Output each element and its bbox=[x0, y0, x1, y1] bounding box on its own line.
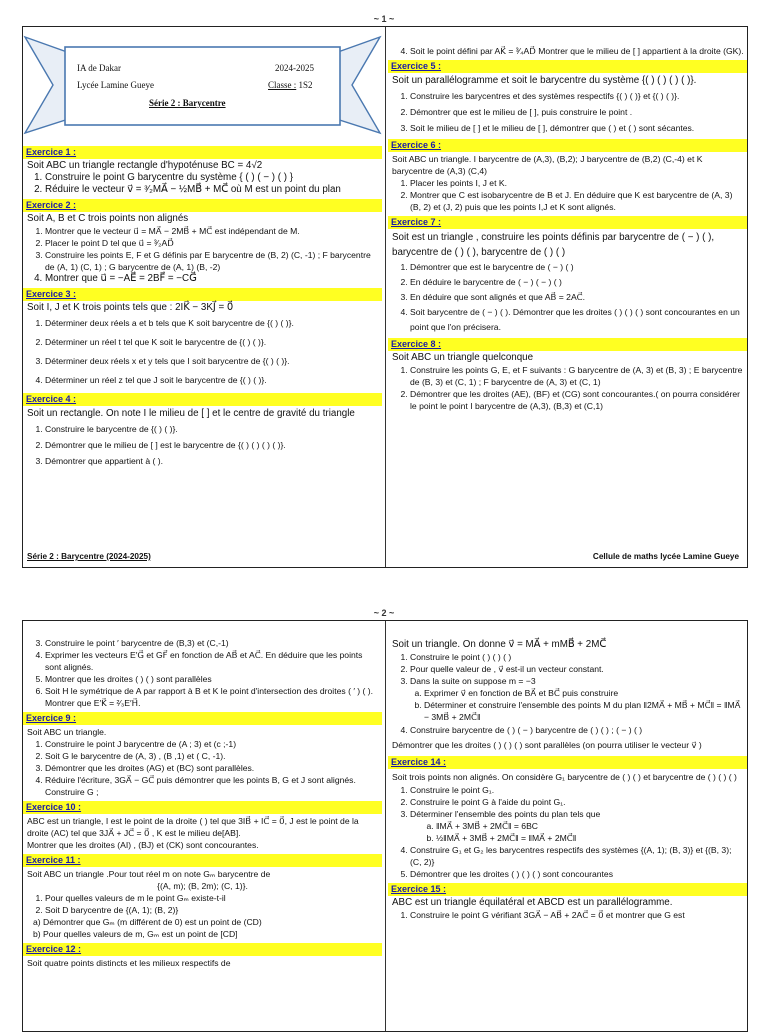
header-ribbon bbox=[23, 35, 382, 143]
exercise-15-intro: ABC est un triangle équilatéral et ABCD est un parallélogramme. bbox=[392, 897, 673, 908]
exercise-9-heading: Exercice 9 : bbox=[23, 712, 382, 725]
list-item: 2. Soit D barycentre de {(A, 1); (B, 2)} bbox=[45, 904, 382, 916]
list-item: 6. Soit H le symétrique de A par rapport à B et K le point d'intersection des droites ( ′ ) ( ). Montrer que E′K⃗ = ²⁄₃E′H⃗. bbox=[45, 685, 382, 709]
sub-item: a. ‖MA⃗ + 3MB⃗ + 2MC⃗‖ = 6BC bbox=[436, 820, 747, 832]
sub-item: b. ½‖MA⃗ + 3MB⃗ + 2MC⃗‖ = ‖MA⃗ + 2MC⃗‖ bbox=[436, 832, 747, 844]
page-number-2: ~ 2 ~ bbox=[373, 608, 395, 618]
class-label: Classe : bbox=[268, 80, 297, 90]
list-item: 5. Démontrer que les droites ( ) ( ) ( ) sont concourantes bbox=[410, 868, 747, 880]
list-item: 3. Dans la suite on suppose m = −3 bbox=[410, 675, 747, 687]
school-name: Lycée Lamine Gueye bbox=[77, 80, 154, 90]
exercise-3-intro: Soit I, J et K trois points tels que : 2IK⃗ − 3KJ⃗ = 0⃗ bbox=[27, 302, 234, 313]
list-item: 2. Réduire le vecteur v⃗ = ³⁄₂MA⃗ − ½MB⃗ + MC⃗ où M est un point du plan bbox=[45, 184, 382, 196]
list-item: 2. Démontrer que le milieu de [ ] est le barycentre de {( ) ( ) ( ) ( )}. bbox=[45, 437, 382, 453]
list-item: 4. Exprimer les vecteurs E′G⃗ et GF⃗ en fonction de AB⃗ et AC⃗. En déduire que les points sont alignés. bbox=[45, 649, 382, 673]
exercise-2-heading: Exercice 2 : bbox=[23, 199, 382, 212]
sub-item: a) Démontrer que Gₘ (m différent de 0) est un point de (CD) bbox=[33, 917, 262, 927]
exercise-8-intro: Soit ABC un triangle quelconque bbox=[392, 352, 534, 363]
exercise-11-intro: Soit ABC un triangle .Pour tout réel m on note Gₘ barycentre de bbox=[27, 869, 271, 879]
list-item: 1. Construire le point G₁. bbox=[410, 784, 747, 796]
exercise-12-intro: Soit quatre points distincts et les milieux respectifs de bbox=[27, 958, 231, 968]
list-item: 1. Déterminer deux réels a et b tels que K soit barycentre de {( ) ( )}. bbox=[45, 314, 382, 333]
page-1-left-column bbox=[23, 27, 382, 567]
list-item: 4. Soit le point défini par AK⃗ = ³⁄₄AD⃗ Montrer que le milieu de [ ] appartient à la droite (GK). bbox=[410, 45, 747, 57]
sub-item: a. Exprimer v⃗ en fonction de BA⃗ et BC⃗ puis construire bbox=[424, 687, 747, 699]
exercise-14-intro: Soit trois points non alignés. On considère G₁ barycentre de ( ) ( ) et barycentre de ( ) ( ) ( ) bbox=[392, 772, 737, 782]
list-item: 3. Déterminer deux réels x et y tels que I soit barycentre de {( ) ( )}. bbox=[45, 352, 382, 371]
page-2-right-column bbox=[388, 621, 747, 1031]
school-year: 2024-2025 bbox=[275, 63, 314, 73]
list-item: 3. Construire les points E, F et G définis par E barycentre de (B, 2) (C, -1) ; F barycentre de (A, 1) (C, 1) ; G barycentre de (A, 1) (B, -2) bbox=[45, 249, 382, 273]
list-item: 3. En déduire que sont alignés et que AB⃗ = 2AC⃗. bbox=[410, 290, 747, 305]
list-item: 2. Démontrer que les droites (AE), (BF) et (CG) sont concourantes.( on pourra considérer le point le point I barycentre de (A,3), (B,3) et (C,1) bbox=[410, 388, 747, 412]
column-divider bbox=[385, 621, 386, 1031]
page-number-1: ~ 1 ~ bbox=[373, 14, 395, 24]
exercise-7-intro: Soit est un triangle , construire les points définis par barycentre de ( − ) ( ), barycentre de ( ) ( ), barycentre de ( ) ( ) bbox=[392, 232, 715, 258]
list-item: 2. Construire le point G à l'aide du point G₁. bbox=[410, 796, 747, 808]
list-item: 4. Réduire l'écriture, 3GA⃗ − GC⃗ puis démontrer que les points B, G et J sont alignés. Construire G ; bbox=[45, 774, 382, 798]
exercise-15-heading: Exercice 15 : bbox=[388, 883, 747, 896]
page-2-left-column bbox=[23, 621, 382, 1031]
list-item: 1. Placer les points I, J et K. bbox=[410, 177, 747, 189]
exercise-3-heading: Exercice 3 : bbox=[23, 288, 382, 301]
list-item: 2. En déduire le barycentre de ( − ) ( − ) ( ) bbox=[410, 275, 747, 290]
column-divider bbox=[385, 27, 386, 567]
list-item: 1. Construire le point J barycentre de (A ; 3) et (c ;-1) bbox=[45, 738, 382, 750]
exercise-5-heading: Exercice 5 : bbox=[388, 60, 747, 73]
exercise-8-heading: Exercice 8 : bbox=[388, 338, 747, 351]
page-1-footer-right: Cellule de maths lycée Lamine Gueye bbox=[592, 552, 739, 561]
list-item: 2. Démontrer que est le milieu de [ ], puis construire le point . bbox=[410, 104, 747, 120]
list-item: 1. Construire les barycentres et des systèmes respectifs {( ) ( )} et {( ) ( )}. bbox=[410, 88, 747, 104]
exercise-2-intro: Soit A, B et C trois points non alignés bbox=[27, 213, 189, 224]
sub-item: b) Pour quelles valeurs de m, Gₘ est un point de [CD] bbox=[33, 929, 238, 939]
page-2 bbox=[22, 620, 748, 1032]
list-item: 1. Pour quelles valeurs de m le point Gₘ existe-t-il bbox=[45, 892, 382, 904]
list-item: 1. Construire le point ( ) ( ) ( ) bbox=[410, 651, 747, 663]
exercise-12-heading: Exercice 12 : bbox=[23, 943, 382, 956]
list-item: 4. Construire G₁ et G₂ les barycentres respectifs des systèmes {(A, 1); (B, 3)} et {(B, 3); (C, 2)} bbox=[410, 844, 747, 868]
list-item: 1. Construire le point G vérifiant 3GA⃗ − AB⃗ + 2AC⃗ = 0⃗ et montrer que G est bbox=[410, 909, 747, 921]
list-item: 2. Pour quelle valeur de , v⃗ est-il un vecteur constant. bbox=[410, 663, 747, 675]
exercise-4-intro: Soit un rectangle. On note I le milieu de [ ] et le centre de gravité du triangle bbox=[27, 408, 355, 419]
list-item: 4. Déterminer un réel z tel que J soit le barycentre de {( ) ( )}. bbox=[45, 371, 382, 390]
exercise-6-heading: Exercice 6 : bbox=[388, 139, 747, 152]
list-item: 2. Placer le point D tel que u⃗ = ³⁄₂AD⃗ bbox=[45, 237, 382, 249]
list-item: 3. Soit le milieu de [ ] et le milieu de [ ], démontrer que ( ) et ( ) sont sécantes. bbox=[410, 120, 747, 136]
exercise-10-intro: ABC est un triangle, I est le point de la droite ( ) tel que 3IB⃗ + IC⃗ = 0⃗, J est le point de la droite (AC) tel que 3JA⃗ + JC⃗ = 0⃗ , K est le milieu de[AB]. bbox=[27, 816, 359, 838]
page-1-footer-left: Série 2 : Barycentre (2024-2025) bbox=[27, 552, 151, 561]
list-item: 3. Démontrer que les droites (AG) et (BC) sont parallèles. bbox=[45, 762, 382, 774]
exercise-9-intro: Soit ABC un triangle. bbox=[27, 727, 107, 737]
exercise-4-heading: Exercice 4 : bbox=[23, 393, 382, 406]
exercise-10-heading: Exercice 10 : bbox=[23, 801, 382, 814]
series-title: Série 2 : Barycentre bbox=[149, 98, 226, 108]
list-item: 3. Déterminer l'ensemble des points du plan tels que bbox=[410, 808, 747, 820]
exercise-11-heading: Exercice 11 : bbox=[23, 854, 382, 867]
list-item: 1. Construire les points G, E, et F suivants : G barycentre de (A, 3) et (B, 3) ; E barycentre de (B, 3) et (C, 1) ; F barycentre de (A, 3) et (C, 1) bbox=[410, 364, 747, 388]
exercise-10-question: Montrer que les droites (AI) , (BJ) et (CK) sont concourantes. bbox=[27, 840, 259, 850]
sub-item: b. Déterminer et construire l'ensemble des points M du plan ‖2MA⃗ + MB⃗ + MC⃗‖ = ‖MA⃗ − 3MB⃗ + 2MC⃗‖ bbox=[424, 699, 747, 723]
exercise-13-conclusion: Démontrer que les droites ( ) ( ) ( ) sont parallèles (on pourra utiliser le vecteur v⃗ ) bbox=[392, 740, 702, 750]
list-item: 3. Construire le point ′ barycentre de (B,3) et (C,-1) bbox=[45, 637, 382, 649]
list-item: 2. Montrer que C est isobarycentre de B et J. En déduire que K est barycentre de (A, 3) (B, 2) et (J, 2) puis que les points I,J et K sont alignés. bbox=[410, 189, 747, 213]
exercise-1-intro: Soit ABC un triangle rectangle d'hypoténuse BC = 4√2 bbox=[27, 160, 263, 171]
exercise-14-heading: Exercice 14 : bbox=[388, 756, 747, 769]
list-item: 4. Construire barycentre de ( ) ( − ) barycentre de ( ) ( ) ; ( − ) ( ) bbox=[410, 723, 747, 738]
school-district: IA de Dakar bbox=[77, 63, 121, 73]
list-item: 4. Montrer que u⃗ = −AE⃗ = 2BF⃗ = −CG⃗ bbox=[45, 273, 382, 285]
list-item: 2. Soit G le barycentre de (A, 3) , (B ,1) et ( C, -1). bbox=[45, 750, 382, 762]
list-item: 2. Déterminer un réel t tel que K soit le barycentre de {( ) ( )}. bbox=[45, 333, 382, 352]
list-item: 4. Soit barycentre de ( − ) ( ). Démontrer que les droites ( ) ( ) ( ) sont concourantes en un point que l'on précisera. bbox=[410, 305, 747, 335]
list-item: 1. Construire le point G barycentre du système { ( ) ( − ) ( ) } bbox=[45, 172, 382, 184]
page-1 bbox=[22, 26, 748, 568]
exercise-7-heading: Exercice 7 : bbox=[388, 216, 747, 229]
exercise-1-heading: Exercice 1 : bbox=[23, 146, 382, 159]
class-value: 1S2 bbox=[298, 80, 313, 90]
exercise-5-intro: Soit un parallélogramme et soit le barycentre du système {( ) ( ) ( ) ( )}. bbox=[392, 75, 697, 86]
list-item: 1. Construire le barycentre de {( ) ( )}. bbox=[45, 421, 382, 437]
list-item: 1. Démontrer que est le barycentre de ( − ) ( ) bbox=[410, 260, 747, 275]
list-item: 1. Montrer que le vecteur u⃗ = MA⃗ − 2MB⃗ + MC⃗ est indépendant de M. bbox=[45, 225, 382, 237]
exercise-11-system: {(A, m); (B, 2m); (C, 1)}. bbox=[157, 881, 248, 891]
page-1-right-column bbox=[388, 27, 747, 567]
list-item: 5. Montrer que les droites ( ) ( ) sont parallèles bbox=[45, 673, 382, 685]
exercise-13-intro: Soit un triangle. On donne v⃗ = MA⃗ + mMB⃗ + 2MC⃗ bbox=[392, 639, 607, 650]
list-item: 3. Démontrer que appartient à ( ). bbox=[45, 453, 382, 469]
exercise-6-intro: Soit ABC un triangle. I barycentre de (A,3), (B,2); J barycentre de (B,2) (C,-4) et K barycentre de (A,3) (C,4) bbox=[392, 154, 703, 176]
